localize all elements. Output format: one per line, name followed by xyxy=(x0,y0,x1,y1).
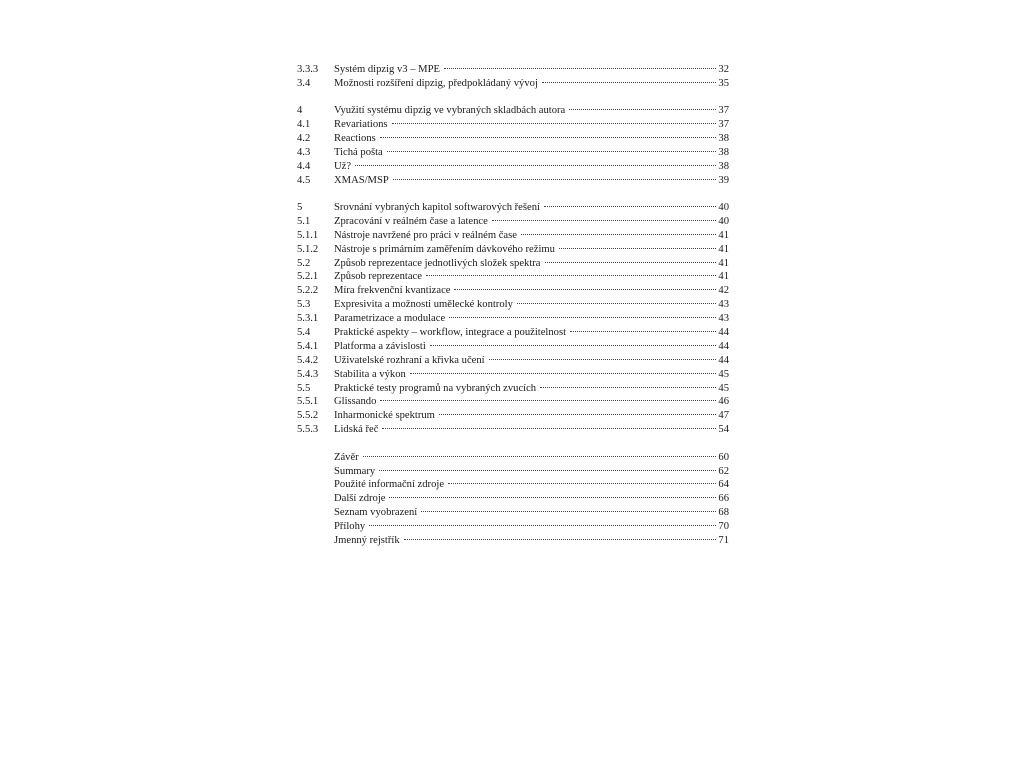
toc-entry-page: 64 xyxy=(718,479,729,491)
toc-entry-number: 5.1 xyxy=(297,215,311,227)
dot-leader xyxy=(404,529,717,543)
dot-leader xyxy=(542,72,717,86)
toc-entry-title: Glissando xyxy=(334,396,377,408)
toc-group xyxy=(297,446,729,546)
dot-leader xyxy=(363,446,717,460)
toc-entry-title: Už? xyxy=(334,160,352,172)
toc-entry-title: Nástroje navržené pro práci v reálném čase xyxy=(334,229,517,241)
dot-leader xyxy=(421,501,716,515)
toc-entry-title: Závěr xyxy=(334,451,359,463)
toc-entry-page: 37 xyxy=(718,119,729,131)
toc-entry-page: 37 xyxy=(718,105,729,117)
toc-entry-title: Inharmonické spektrum xyxy=(334,410,435,422)
toc-entry-page: 66 xyxy=(718,493,729,505)
toc-entry-page: 40 xyxy=(718,202,729,214)
toc-entry-page: 40 xyxy=(718,215,729,227)
dot-leader xyxy=(521,224,716,238)
dot-leader xyxy=(517,293,717,307)
dot-leader xyxy=(444,58,716,72)
toc-entry-number: 3.3.3 xyxy=(297,63,319,75)
toc-entry-title: Přílohy xyxy=(334,521,366,533)
toc-entry-number: 5.5.1 xyxy=(297,396,319,408)
toc-entry-title: Jmenný rejstřík xyxy=(334,535,400,546)
toc-entry-title: Uživatelské rozhraní a křivka učení xyxy=(334,354,485,366)
toc-entry-title: Srovnání vybraných kapitol softwarových řešení xyxy=(334,202,540,214)
toc-entry-page: 41 xyxy=(718,229,729,241)
toc-entry-title: Seznam vyobrazení xyxy=(334,507,418,519)
dot-leader xyxy=(387,141,717,155)
toc-entry-title: Praktické testy programů na vybraných zvucích xyxy=(334,382,537,394)
toc-entry-title: Expresivita a možnosti umělecké kontroly xyxy=(334,299,513,311)
toc-entry-number: 5.2.2 xyxy=(297,285,319,297)
dot-leader xyxy=(545,252,717,266)
toc-entry-number: 5.5.3 xyxy=(297,424,319,436)
dot-leader xyxy=(369,515,716,529)
toc-group xyxy=(297,99,729,186)
dot-leader xyxy=(392,113,717,127)
toc-entry-number: 5 xyxy=(297,202,303,214)
toc-entry-title: Nástroje s primárním zaměřením dávkového režimu xyxy=(334,243,555,255)
dot-leader xyxy=(380,127,717,141)
toc-entry-page: 46 xyxy=(718,396,729,408)
toc-entry-title: Míra frekvenční kvantizace xyxy=(334,285,451,297)
toc-entry-number: 4.5 xyxy=(297,174,311,186)
toc-entry-title: Praktické aspekty – workflow, integrace a použitelnost xyxy=(334,327,567,339)
dot-leader xyxy=(382,418,716,432)
toc-entry-title: Platforma a závislosti xyxy=(334,340,426,352)
toc-entry xyxy=(297,58,729,75)
toc-entry-page: 44 xyxy=(718,340,729,352)
dot-leader xyxy=(380,391,716,405)
toc-entry-page: 62 xyxy=(718,465,729,477)
toc-group xyxy=(297,58,729,89)
toc-entry-title: Parametrizace a modulace xyxy=(334,313,446,325)
toc-entry-number: 5.3.1 xyxy=(297,313,319,325)
toc-entry xyxy=(297,196,729,214)
toc-entry-number: 5.4.3 xyxy=(297,368,319,380)
toc-entry-page: 38 xyxy=(718,132,729,144)
toc-entry-page: 45 xyxy=(718,368,729,380)
toc-entry-title: Lidská řeč xyxy=(334,424,379,436)
dot-leader xyxy=(559,238,716,252)
toc-entry-number: 5.2.1 xyxy=(297,271,319,283)
dot-leader xyxy=(355,155,716,169)
toc-entry xyxy=(297,169,729,186)
toc-entry-page: 41 xyxy=(718,243,729,255)
toc-entry-number: 5.3 xyxy=(297,299,311,311)
dot-leader xyxy=(430,335,717,349)
toc-entry-title: XMAS/MSP xyxy=(334,174,389,186)
dot-leader xyxy=(454,279,716,293)
toc-entry-number: 4.2 xyxy=(297,132,311,144)
toc-entry-number: 4 xyxy=(297,105,303,117)
toc-entry-title: Využití systému dipzig ve vybraných skladbách autora xyxy=(334,105,566,117)
toc-entry xyxy=(297,460,729,477)
toc-entry-title: Možnosti rozšíření dipzig, předpokládaný vývoj xyxy=(334,77,538,89)
toc-entry-number: 5.1.2 xyxy=(297,243,319,255)
dot-leader xyxy=(489,349,717,363)
toc-entry-page: 35 xyxy=(718,77,729,89)
toc-entry-title: Revariations xyxy=(334,119,388,131)
dot-leader xyxy=(569,99,716,113)
dot-leader xyxy=(570,321,716,335)
toc-entry-title: Summary xyxy=(334,465,376,477)
dot-leader xyxy=(393,169,717,183)
toc-entry-title: Způsob reprezentace xyxy=(334,271,422,283)
dot-leader xyxy=(389,487,716,501)
toc-entry-number: 5.5 xyxy=(297,382,311,394)
dot-leader xyxy=(449,307,716,321)
toc-entry-page: 41 xyxy=(718,257,729,269)
toc-entry-page: 39 xyxy=(718,174,729,186)
toc-entry-number: 5.4 xyxy=(297,327,311,339)
toc-entry xyxy=(297,446,729,463)
toc-entry-title: Další zdroje xyxy=(334,493,386,505)
dot-leader xyxy=(492,210,717,224)
toc-entry-title: Způsob reprezentace jednotlivých složek spektra xyxy=(334,257,541,269)
toc-entry-page: 38 xyxy=(718,160,729,172)
toc-entry-number: 3.4 xyxy=(297,77,311,89)
toc-entry-page: 47 xyxy=(718,410,729,422)
toc-entry xyxy=(297,155,729,172)
toc-entry-title: Reactions xyxy=(334,132,376,144)
toc-entry-number: 5.4.2 xyxy=(297,354,319,366)
table-of-contents xyxy=(297,58,729,557)
toc-entry-number: 5.1.1 xyxy=(297,229,319,241)
toc-entry-title: Použité informační zdroje xyxy=(334,479,445,491)
toc-entry-page: 71 xyxy=(718,535,729,546)
toc-group xyxy=(297,196,729,436)
dot-leader xyxy=(540,377,716,391)
toc-entry-number: 4.4 xyxy=(297,160,311,172)
toc-entry-page: 68 xyxy=(718,507,729,519)
toc-entry-page: 41 xyxy=(718,271,729,283)
dot-leader xyxy=(544,196,716,210)
dot-leader xyxy=(439,404,717,418)
dot-leader xyxy=(448,474,716,488)
toc-entry-title: Stabilita a výkon xyxy=(334,368,406,380)
dot-leader xyxy=(410,363,717,377)
toc-entry-page: 70 xyxy=(718,521,729,533)
toc-entry-page: 44 xyxy=(718,327,729,339)
toc-entry-number: 5.4.1 xyxy=(297,340,319,352)
toc-entry xyxy=(297,99,729,117)
toc-entry-number: 4.1 xyxy=(297,119,311,131)
toc-entry-page: 43 xyxy=(718,313,729,325)
toc-entry-page: 44 xyxy=(718,354,729,366)
toc-entry-number: 4.3 xyxy=(297,146,311,158)
toc-entry-title: Zpracování v reálném čase a latence xyxy=(334,215,488,227)
dot-leader xyxy=(379,460,716,474)
toc-entry-page: 42 xyxy=(718,285,729,297)
toc-entry-page: 60 xyxy=(718,451,729,463)
toc-entry-number: 5.2 xyxy=(297,257,311,269)
toc-entry-title: Tichá pošta xyxy=(334,146,383,158)
toc-entry-number: 5.5.2 xyxy=(297,410,319,422)
toc-entry-title: Systém dipzig v3 – MPE xyxy=(334,63,440,75)
dot-leader xyxy=(426,266,716,280)
toc-entry-page: 45 xyxy=(718,382,729,394)
toc-entry-page: 32 xyxy=(718,63,729,75)
toc-entry-page: 43 xyxy=(718,299,729,311)
toc-entry-page: 38 xyxy=(718,146,729,158)
toc-entry-page: 54 xyxy=(718,424,729,436)
